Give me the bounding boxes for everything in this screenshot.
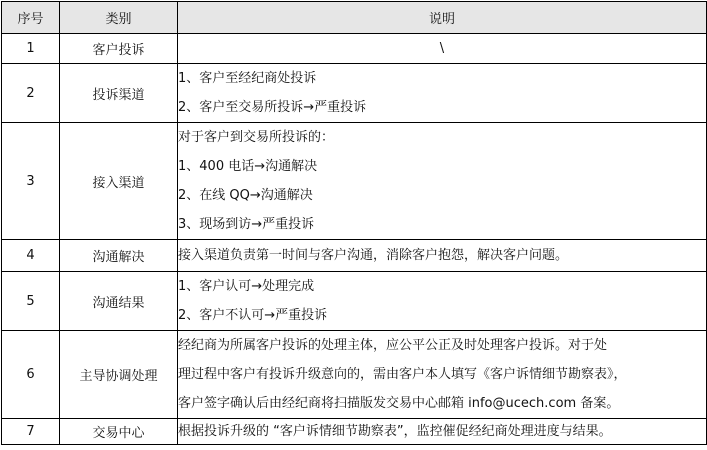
row-category: 接入渠道 [60,123,178,240]
row-number: 7 [2,419,60,445]
description-line: 1、客户至经纪商处投诉 [178,71,317,86]
table-row [2,331,707,419]
row-number: 6 [2,331,60,419]
row-number: 3 [2,123,60,240]
table-row [2,419,707,445]
header-row [2,2,707,34]
row-category: 主导协调处理 [60,331,178,419]
row-category: 客户投诉 [60,34,178,64]
description-line: 3、现场到访→严重投诉 [178,217,315,232]
table-row [2,123,707,240]
description-line: 接入渠道负责第一时间与客户沟通，消除客户抱怨，解决客户问题。 [178,248,569,263]
description-line: 2、客户不认可→严重投诉 [178,308,328,323]
description-line: 1、400 电话→沟通解决 [178,159,318,174]
row-description [178,419,707,445]
description-line: 经纪商为所属客户投诉的处理主体，应公平公正及时处理客户投诉。对于处 [178,338,608,353]
table-row [2,240,707,272]
description-line: 根据投诉升级的 “客户诉情细节勘察表”，监控催促经纪商处理进度与结果。 [178,424,612,439]
complaint-process-table [1,1,707,445]
table-row [2,272,707,331]
row-number: 2 [2,64,60,123]
description-line: 2、客户至交易所投诉→严重投诉 [178,100,367,115]
row-description [178,34,707,64]
row-description [178,272,707,331]
row-category: 交易中心 [60,419,178,445]
row-category: 沟通结果 [60,272,178,331]
header-category: 类别 [60,2,178,34]
row-description [178,64,707,123]
row-description [178,240,707,272]
description-line: 客户签字确认后由经纪商将扫描版发交易中心邮箱 info@ucech.com 备案。 [178,396,620,411]
row-number: 5 [2,272,60,331]
row-category: 投诉渠道 [60,64,178,123]
description-line: 1、客户认可→处理完成 [178,279,315,294]
table-row [2,34,707,64]
description-line: 理过程中客户有投诉升级意向的，需由客户本人填写《客户诉情细节勘察表》， [178,367,627,382]
header-number: 序号 [2,2,60,34]
table-row [2,64,707,123]
description-line: 对于客户到交易所投诉的： [178,130,335,145]
row-number: 1 [2,34,60,64]
row-description [178,331,707,419]
row-number: 4 [2,240,60,272]
description-line: \ [439,41,445,56]
row-category: 沟通解决 [60,240,178,272]
row-description [178,123,707,240]
header-description: 说明 [178,2,707,34]
description-line: 2、在线 QQ→沟通解决 [178,188,313,203]
